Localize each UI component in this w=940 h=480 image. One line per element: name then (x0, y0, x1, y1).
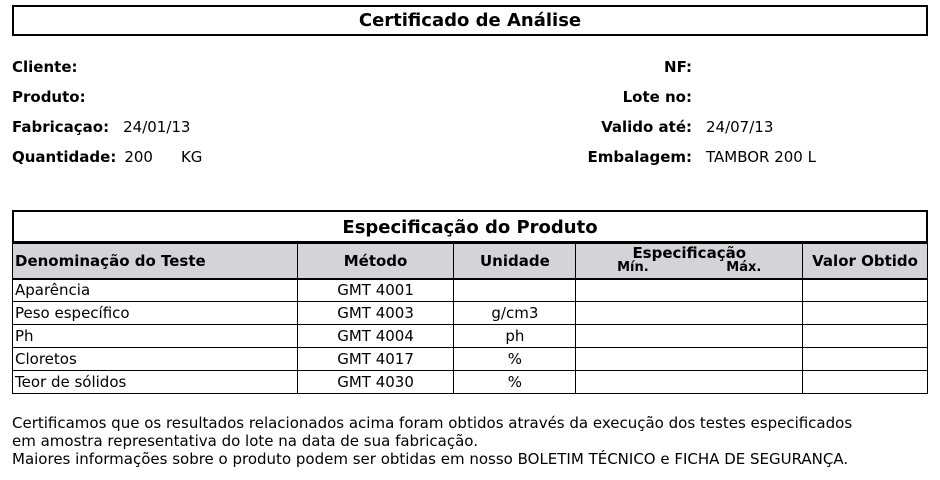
table-row (13, 325, 928, 348)
spec-header-min: Mín. (617, 260, 649, 276)
cell-spec (576, 348, 803, 371)
table-row (13, 279, 928, 302)
cell-unit (454, 279, 576, 302)
info-value: 24/01/13 (123, 118, 191, 136)
spec-header-label: Especificação (632, 244, 747, 263)
cell-result (803, 371, 928, 394)
info-label: NF: (664, 58, 692, 76)
info-row-cliente (12, 56, 86, 78)
table-row (13, 348, 928, 371)
cell-name: Aparência (13, 279, 298, 302)
cell-spec (576, 371, 803, 394)
cell-unit: g/cm3 (454, 302, 576, 325)
info-row-lote (580, 86, 910, 108)
info-row-embalagem (580, 146, 910, 168)
cell-spec (576, 279, 803, 302)
cell-spec (576, 302, 803, 325)
info-row-fabricacao (12, 116, 190, 138)
column-header-spec (576, 243, 803, 279)
column-header-unit: Unidade (454, 243, 576, 279)
column-header-name: Denominação do Teste (13, 243, 298, 279)
cell-spec (576, 325, 803, 348)
info-row-nf (580, 56, 910, 78)
cell-unit: ph (454, 325, 576, 348)
cell-name: Peso específico (13, 302, 298, 325)
cell-method: GMT 4017 (297, 348, 454, 371)
info-label: Valido até: (601, 118, 692, 136)
column-header-method: Método (297, 243, 454, 279)
info-value: TAMBOR 200 L (706, 148, 816, 166)
info-label: Lote no: (622, 88, 692, 106)
spec-table-header (13, 243, 928, 279)
info-value: 200 (124, 148, 153, 166)
spec-header-max: Máx. (726, 260, 762, 276)
info-label: Embalagem: (587, 148, 692, 166)
cell-method: GMT 4030 (297, 371, 454, 394)
info-label: Produto: (12, 88, 86, 106)
spec-table (12, 241, 928, 394)
statement-line-2: em amostra representativa do lote na data de sua fabricação. (12, 432, 478, 450)
info-label: Cliente: (12, 58, 78, 76)
info-label: Quantidade: (12, 148, 117, 166)
cell-method: GMT 4004 (297, 325, 454, 348)
cell-result (803, 279, 928, 302)
cell-result (803, 302, 928, 325)
statement-line-1: Certificamos que os resultados relacionados acima foram obtidos através da execução dos testes especificados (12, 414, 853, 432)
column-header-result: Valor Obtido (803, 243, 928, 279)
cell-unit: % (454, 348, 576, 371)
cell-name: Teor de sólidos (13, 371, 298, 394)
cell-result (803, 325, 928, 348)
table-row (13, 371, 928, 394)
spec-section-title (12, 210, 928, 242)
info-row-produto (12, 86, 94, 108)
cell-name: Ph (13, 325, 298, 348)
cell-unit: % (454, 371, 576, 394)
cell-result (803, 348, 928, 371)
spec-section-title-text: Especificação do Produto (342, 216, 598, 238)
info-value: 24/07/13 (706, 118, 774, 136)
cell-method: GMT 4001 (297, 279, 454, 302)
statement-line-3: Maiores informações sobre o produto podem ser obtidas em nosso BOLETIM TÉCNICO e FICHA DE SEGURANÇA. (12, 450, 849, 468)
info-label: Fabricaçao: (12, 118, 110, 136)
info-unit: KG (180, 148, 203, 166)
table-row (13, 302, 928, 325)
cell-name: Cloretos (13, 348, 298, 371)
certification-statement (12, 414, 928, 468)
cell-method: GMT 4003 (297, 302, 454, 325)
spec-header-sub (578, 261, 800, 275)
document-title (12, 5, 928, 36)
info-row-validade (580, 116, 910, 138)
document-title-text: Certificado de Análise (358, 10, 582, 31)
info-row-quantidade (12, 146, 202, 168)
